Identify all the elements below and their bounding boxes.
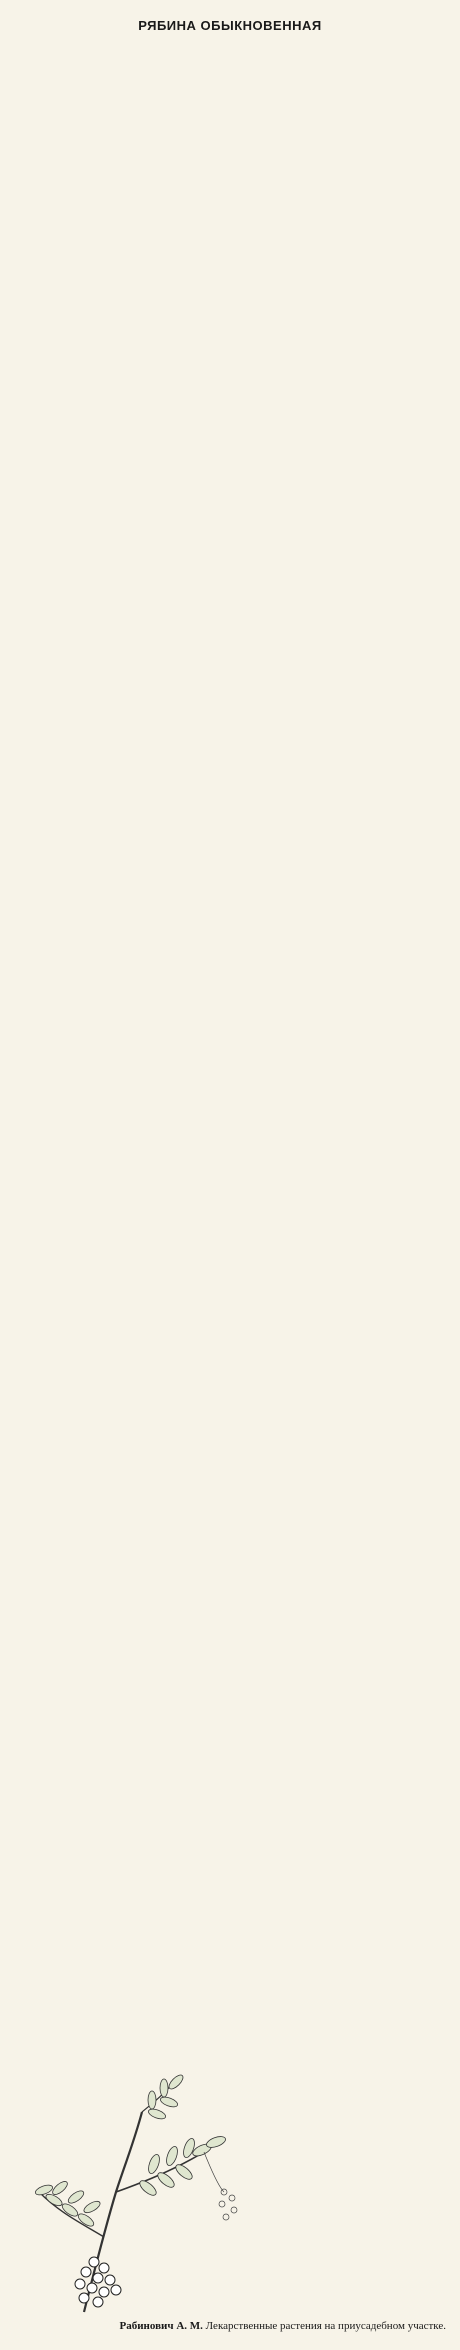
rowan-branch-illustration [24,2072,254,2317]
caption-author: Рабинович А. М. [119,2320,203,2332]
illustration-area [14,2072,446,2317]
caption-text: Лекарственные растения на приусадебном участке. [205,2320,446,2332]
article-page [14,10,446,2340]
source-caption [14,2320,446,2333]
article-title: РЯБИНА ОБЫКНОВЕННАЯ [138,18,322,33]
article-body [14,50,446,2060]
